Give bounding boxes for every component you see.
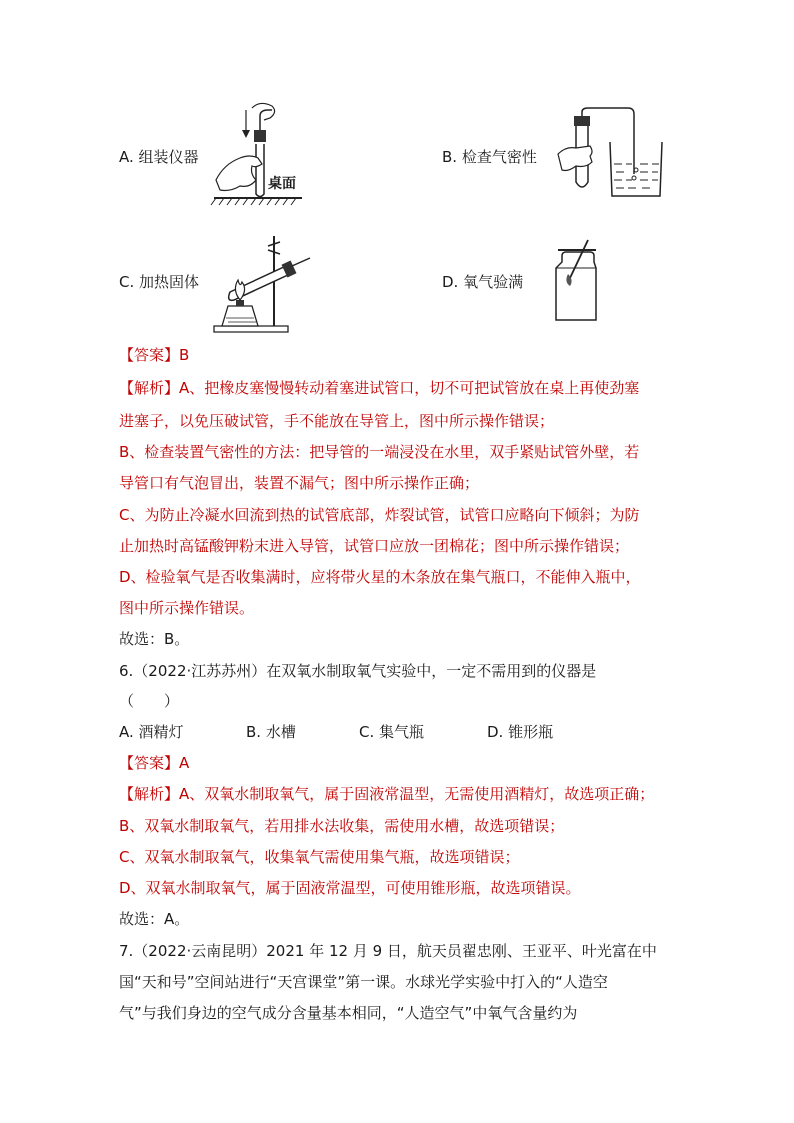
q5-choice: 故选：B。 — [119, 630, 190, 648]
q7-stem-line: 气”与我们身边的空气成分含量基本相同，“人造空气”中氧气含量约为 — [119, 1004, 578, 1022]
q6-analysis-line: B、双氧水制取氧气，若用排水法收集，需使用水槽，故选项错误； — [119, 817, 565, 835]
answer-tag: 【答案】 — [119, 754, 180, 772]
q7-stem-line: 7.（2022·云南昆明）2021 年 12 月 9 日，航天员翟忠刚、王亚平、叶光富在中 — [119, 942, 657, 960]
q5-analysis-line: 导管口有气泡冒出，装置不漏气；图中所示操作正确； — [119, 474, 480, 492]
figure-oxygen-full-test — [552, 238, 602, 324]
analysis-text: A、双氧水制取氧气，属于固液常温型，无需使用酒精灯，故选项正确； — [179, 785, 655, 803]
analysis-tag: 【解析】 — [119, 379, 180, 397]
analysis-tag: 【解析】 — [119, 785, 180, 803]
q6-option-d: D. 锥形瓶 — [487, 723, 554, 741]
option-b-label: B. 检查气密性 — [442, 148, 537, 166]
q5-answer — [119, 344, 189, 366]
q5-analysis-line: 图中所示操作错误。 — [119, 599, 255, 617]
option-a-label: A. 组装仪器 — [119, 148, 199, 166]
answer-value: B — [179, 346, 190, 364]
q6-analysis-line: C、双氧水制取氧气，收集氧气需使用集气瓶，故选项错误； — [119, 848, 520, 866]
figure-airtightness-check — [556, 112, 664, 202]
q5-analysis-line: D、检验氧气是否收集满时，应将带火星的木条放在集气瓶口，不能伸入瓶中， — [119, 568, 641, 586]
q6-analysis-line: D、双氧水制取氧气，属于固液常温型，可使用锥形瓶，故选项错误。 — [119, 879, 581, 897]
q5-analysis-line: 止加热时高锰酸钾粉末进入导管，试管口应放一团棉花；图中所示操作错误； — [119, 537, 630, 555]
q5-analysis-line: C、为防止冷凝水回流到热的试管底部，炸裂试管，试管口应略向下倾斜；为防 — [119, 506, 640, 524]
analysis-text: A、把橡皮塞慢慢转动着塞进试管口，切不可把试管放在桌上再使劲塞 — [179, 379, 640, 397]
q5-analysis-line: B、检查装置气密性的方法：把导管的一端浸没在水里，双手紧贴试管外壁，若 — [119, 443, 640, 461]
q7-stem-line: 国“天和号”空间站进行“天宫课堂”第一课。水球光学实验中打入的“人造空 — [119, 973, 608, 991]
answer-value: A — [179, 754, 190, 772]
q6-answer — [119, 752, 189, 774]
q5-analysis-line — [119, 377, 639, 399]
q6-analysis-line — [119, 783, 654, 805]
q6-bracket: （ ） — [119, 692, 180, 710]
q6-stem: 6.（2022·江苏苏州）在双氧水制取氧气实验中，一定不需用到的仪器是 — [119, 662, 597, 680]
q6-choice: 故选：A。 — [119, 910, 190, 928]
figure-assembling-apparatus — [210, 102, 310, 212]
q6-option-c: C. 集气瓶 — [359, 723, 425, 741]
q6-option-a: A. 酒精灯 — [119, 723, 184, 741]
answer-tag: 【答案】 — [119, 346, 180, 364]
option-d-label: D. 氧气验满 — [442, 273, 524, 291]
figure-heating-solid — [208, 232, 312, 334]
q5-analysis-line: 进塞子，以免压破试管，手不能放在导管上，图中所示操作错误； — [119, 412, 555, 430]
q6-option-b: B. 水槽 — [246, 723, 296, 741]
desk-label: 桌面 — [268, 176, 296, 192]
option-c-label: C. 加热固体 — [119, 273, 200, 291]
